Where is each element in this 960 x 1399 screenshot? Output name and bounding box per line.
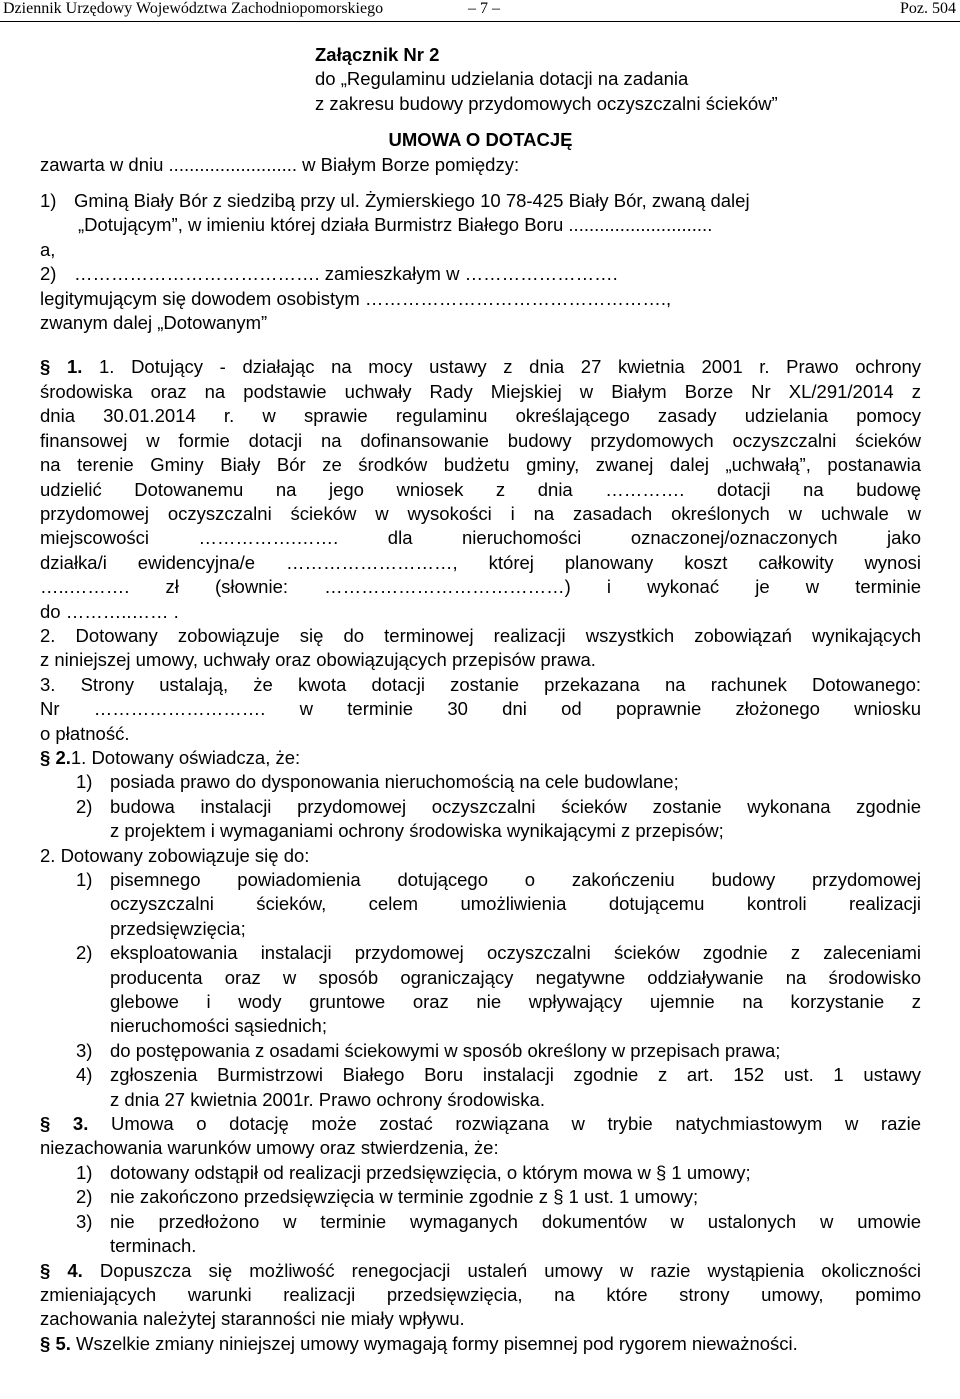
list-item-text: przedsięwzięcia; bbox=[110, 917, 246, 939]
party-1 bbox=[40, 189, 921, 262]
list-item-text: dotowany odstąpił od realizacji przedsięwzięcia, o którym mowa w § 1 umowy; bbox=[110, 1161, 751, 1183]
paragraph-line: przydomowej oczyszczalni ścieków w wysokości i na zasadach określonych w uchwale w bbox=[40, 502, 921, 524]
paragraph-line: zachowania należytej staranności nie miały wpływu. bbox=[40, 1308, 465, 1330]
paragraph-line: niezachowania warunków umowy oraz stwierdzenia, że: bbox=[40, 1137, 499, 1159]
party-text: Gminą Biały Bór z siedzibą przy ul. Żymierskiego 10 78-425 Biały Bór, zwaną dalej bbox=[74, 190, 750, 212]
paragraph-line: Dopuszcza się możliwość renegocjacji ustaleń umowy w razie wystąpienia okoliczności bbox=[99, 1259, 922, 1281]
section-4 bbox=[40, 1259, 921, 1332]
list-item bbox=[76, 941, 921, 1039]
document-body bbox=[40, 43, 921, 1356]
party-joiner: a, bbox=[40, 238, 56, 260]
list-item-text: z dnia 27 kwietnia 2001r. Prawo ochrony środowiska. bbox=[110, 1088, 545, 1110]
list-marker: 1) bbox=[76, 771, 93, 793]
list-item bbox=[76, 795, 921, 844]
list-item-text: do postępowania z osadami ściekowymi w sposób określony w przepisach prawa; bbox=[110, 1039, 781, 1061]
journal-title: Dziennik Urzędowy Województwa Zachodniopomorskiego bbox=[3, 0, 384, 17]
paragraph-line: Umowa o dotację może zostać rozwiązana w trybie natychmiastowym w razie bbox=[110, 1113, 922, 1135]
paragraph-line: 2. Dotowany zobowiązuje się do: bbox=[40, 844, 310, 866]
section-mark: § bbox=[40, 746, 51, 768]
party-text: zwanym dalej „Dotowanym” bbox=[40, 312, 268, 334]
party-text: „Dotującym”, w imieniu której działa Burmistrz Białego Boru ............................ bbox=[78, 214, 713, 236]
paragraph-line: o płatność. bbox=[40, 722, 130, 744]
list-item bbox=[76, 1185, 921, 1209]
section-number: 3. bbox=[72, 1113, 89, 1135]
section-mark: § bbox=[40, 1113, 51, 1135]
paragraph-line: udzielić Dotowanemu na jego wniosek z dnia …………. dotacji na budowę bbox=[40, 478, 921, 500]
paragraph-line: środowiska oraz na podstawie uchwały Rady Miejskiej w Białym Borze Nr XL/291/2014 z bbox=[40, 380, 921, 402]
party-text: legitymującym się dowodem osobistym …………………………………………., bbox=[40, 287, 672, 309]
list-marker: 4) bbox=[76, 1064, 93, 1086]
section-5 bbox=[40, 1332, 921, 1356]
page-number: – 7 – bbox=[468, 0, 500, 17]
annex-line: do „Regulaminu udzielania dotacji na zadania bbox=[315, 68, 689, 90]
list-item-text: eksploatowania instalacji przydomowej oczyszczalni ścieków zgodnie z zaleceniami bbox=[110, 942, 921, 964]
party-text: …………………………………. zamieszkałym w ……………………. bbox=[74, 263, 618, 285]
list-item-text: terminach. bbox=[110, 1235, 197, 1257]
list-item bbox=[76, 770, 921, 794]
list-marker: 2) bbox=[76, 795, 93, 817]
list-item-text: pisemnego powiadomienia dotującego o zakończeniu budowy przydomowej bbox=[110, 869, 921, 890]
paragraph-line: …..………. zł (słownie: …………………………………) i wykonać je w terminie bbox=[40, 576, 921, 598]
section-number: 2. bbox=[55, 746, 71, 768]
paragraph-line: działka/i ewidencyjna/e ………………………, której planowany koszt całkowity wynosi bbox=[40, 551, 921, 573]
list-item-text: zgłoszenia Burmistrzowi Białego Boru instalacji zgodnie z art. 152 ust. 1 ustawy bbox=[110, 1064, 921, 1086]
paragraph-line: 3. Strony ustalają, że kwota dotacji zostanie przekazana na rachunek Dotowanego: bbox=[40, 673, 921, 695]
annex-block bbox=[315, 43, 921, 116]
paragraph-line: do ………..…… . bbox=[40, 600, 179, 622]
list-marker: 3) bbox=[76, 1039, 93, 1061]
annex-line: z zakresu budowy przydomowych oczyszczalni ścieków” bbox=[315, 92, 778, 114]
item-number: Poz. 504 bbox=[900, 0, 956, 17]
paragraph-line: 1. Dotujący - działając na mocy ustawy z dnia 27 kwietnia 2001 r. Prawo ochrony bbox=[99, 356, 922, 378]
list-item bbox=[76, 868, 921, 941]
section-3 bbox=[40, 1112, 921, 1258]
section-mark: § bbox=[40, 356, 51, 378]
list-item-text: nieruchomości sąsiednich; bbox=[110, 1015, 327, 1037]
list-marker: 2) bbox=[76, 1186, 93, 1208]
section-mark: § bbox=[40, 1332, 51, 1354]
list-item bbox=[76, 1063, 921, 1112]
paragraph-line: Wszelkie zmiany niniejszej umowy wymagają formy pisemnej pod rygorem nieważności. bbox=[76, 1332, 798, 1354]
header-rule bbox=[0, 21, 960, 22]
page-header bbox=[0, 0, 960, 22]
list-marker: 1) bbox=[76, 1161, 93, 1183]
section-mark: § bbox=[40, 1259, 51, 1281]
list-item-text: nie zakończono przedsięwzięcia w terminie zgodnie z § 1 ust. 1 umowy; bbox=[110, 1186, 699, 1208]
intro-line: zawarta w dniu ......................... w Białym Borze pomiędzy: bbox=[40, 153, 520, 175]
list-item bbox=[76, 1210, 921, 1259]
paragraph-line: 1. Dotowany oświadcza, że: bbox=[70, 746, 301, 768]
list-item bbox=[76, 1161, 921, 1185]
list-marker: 1) bbox=[76, 869, 93, 890]
paragraph-line: z niniejszej umowy, uchwały oraz obowiązujących przepisów prawa. bbox=[40, 649, 596, 671]
list-item-text: glebowe i wody gruntowe oraz nie wpływający ujemnie na korzystanie z bbox=[110, 991, 921, 1013]
list-item-text: oczyszczalni ścieków, celem umożliwienia dotującemu kontroli realizacji bbox=[110, 893, 921, 915]
list-item-text: posiada prawo do dysponowania nieruchomością na cele budowlane; bbox=[110, 771, 679, 793]
paragraph-line: zmieniających warunki realizacji przedsięwzięcia, na które strony umowy, pomimo bbox=[40, 1283, 921, 1305]
list-item-text: producenta oraz w sposób ograniczający negatywne oddziaływanie na środowisko bbox=[110, 966, 921, 988]
paragraph-line: Nr ………………………. w terminie 30 dni od poprawnie złożonego wniosku bbox=[40, 698, 921, 720]
paragraph-line: finansowej w formie dotacji na dofinansowanie budowy przydomowych oczyszczalni ścieków bbox=[40, 429, 921, 451]
section-2 bbox=[40, 746, 921, 1112]
list-item bbox=[76, 1039, 921, 1063]
annex-title: Załącznik Nr 2 bbox=[315, 44, 440, 65]
paragraph-line: dnia 30.01.2014 r. w sprawie regulaminu określającego zasady udzielania pomocy bbox=[40, 405, 921, 427]
list-marker: 2) bbox=[76, 942, 93, 964]
list-item-text: nie przedłożono w terminie wymaganych dokumentów w ustalonych w umowie bbox=[110, 1210, 921, 1232]
document-title: UMOWA O DOTACJĘ bbox=[388, 129, 573, 151]
party-2 bbox=[40, 262, 921, 335]
list-item-text: budowa instalacji przydomowej oczyszczalni ścieków zostanie wykonana zgodnie bbox=[110, 795, 921, 817]
paragraph-line: na terenie Gminy Biały Bór ze środków budżetu gminy, zwanej dalej „uchwałą”, postanawia bbox=[40, 454, 921, 476]
list-marker: 1) bbox=[40, 190, 57, 212]
list-marker: 2) bbox=[40, 263, 57, 285]
section-number: 4. bbox=[67, 1259, 83, 1281]
paragraph-line: miejscowości …………….……. dla nieruchomości oznaczonej/oznaczonych jako bbox=[40, 527, 921, 549]
list-marker: 3) bbox=[76, 1210, 93, 1232]
section-number: 1. bbox=[66, 356, 83, 378]
list-item-text: z projektem i wymaganiami ochrony środowiska wynikającymi z przepisów; bbox=[110, 820, 724, 842]
section-1 bbox=[40, 355, 921, 746]
paragraph-line: 2. Dotowany zobowiązuje się do terminowej realizacji wszystkich zobowiązań wynikających bbox=[40, 624, 921, 646]
section-number: 5. bbox=[55, 1332, 71, 1354]
